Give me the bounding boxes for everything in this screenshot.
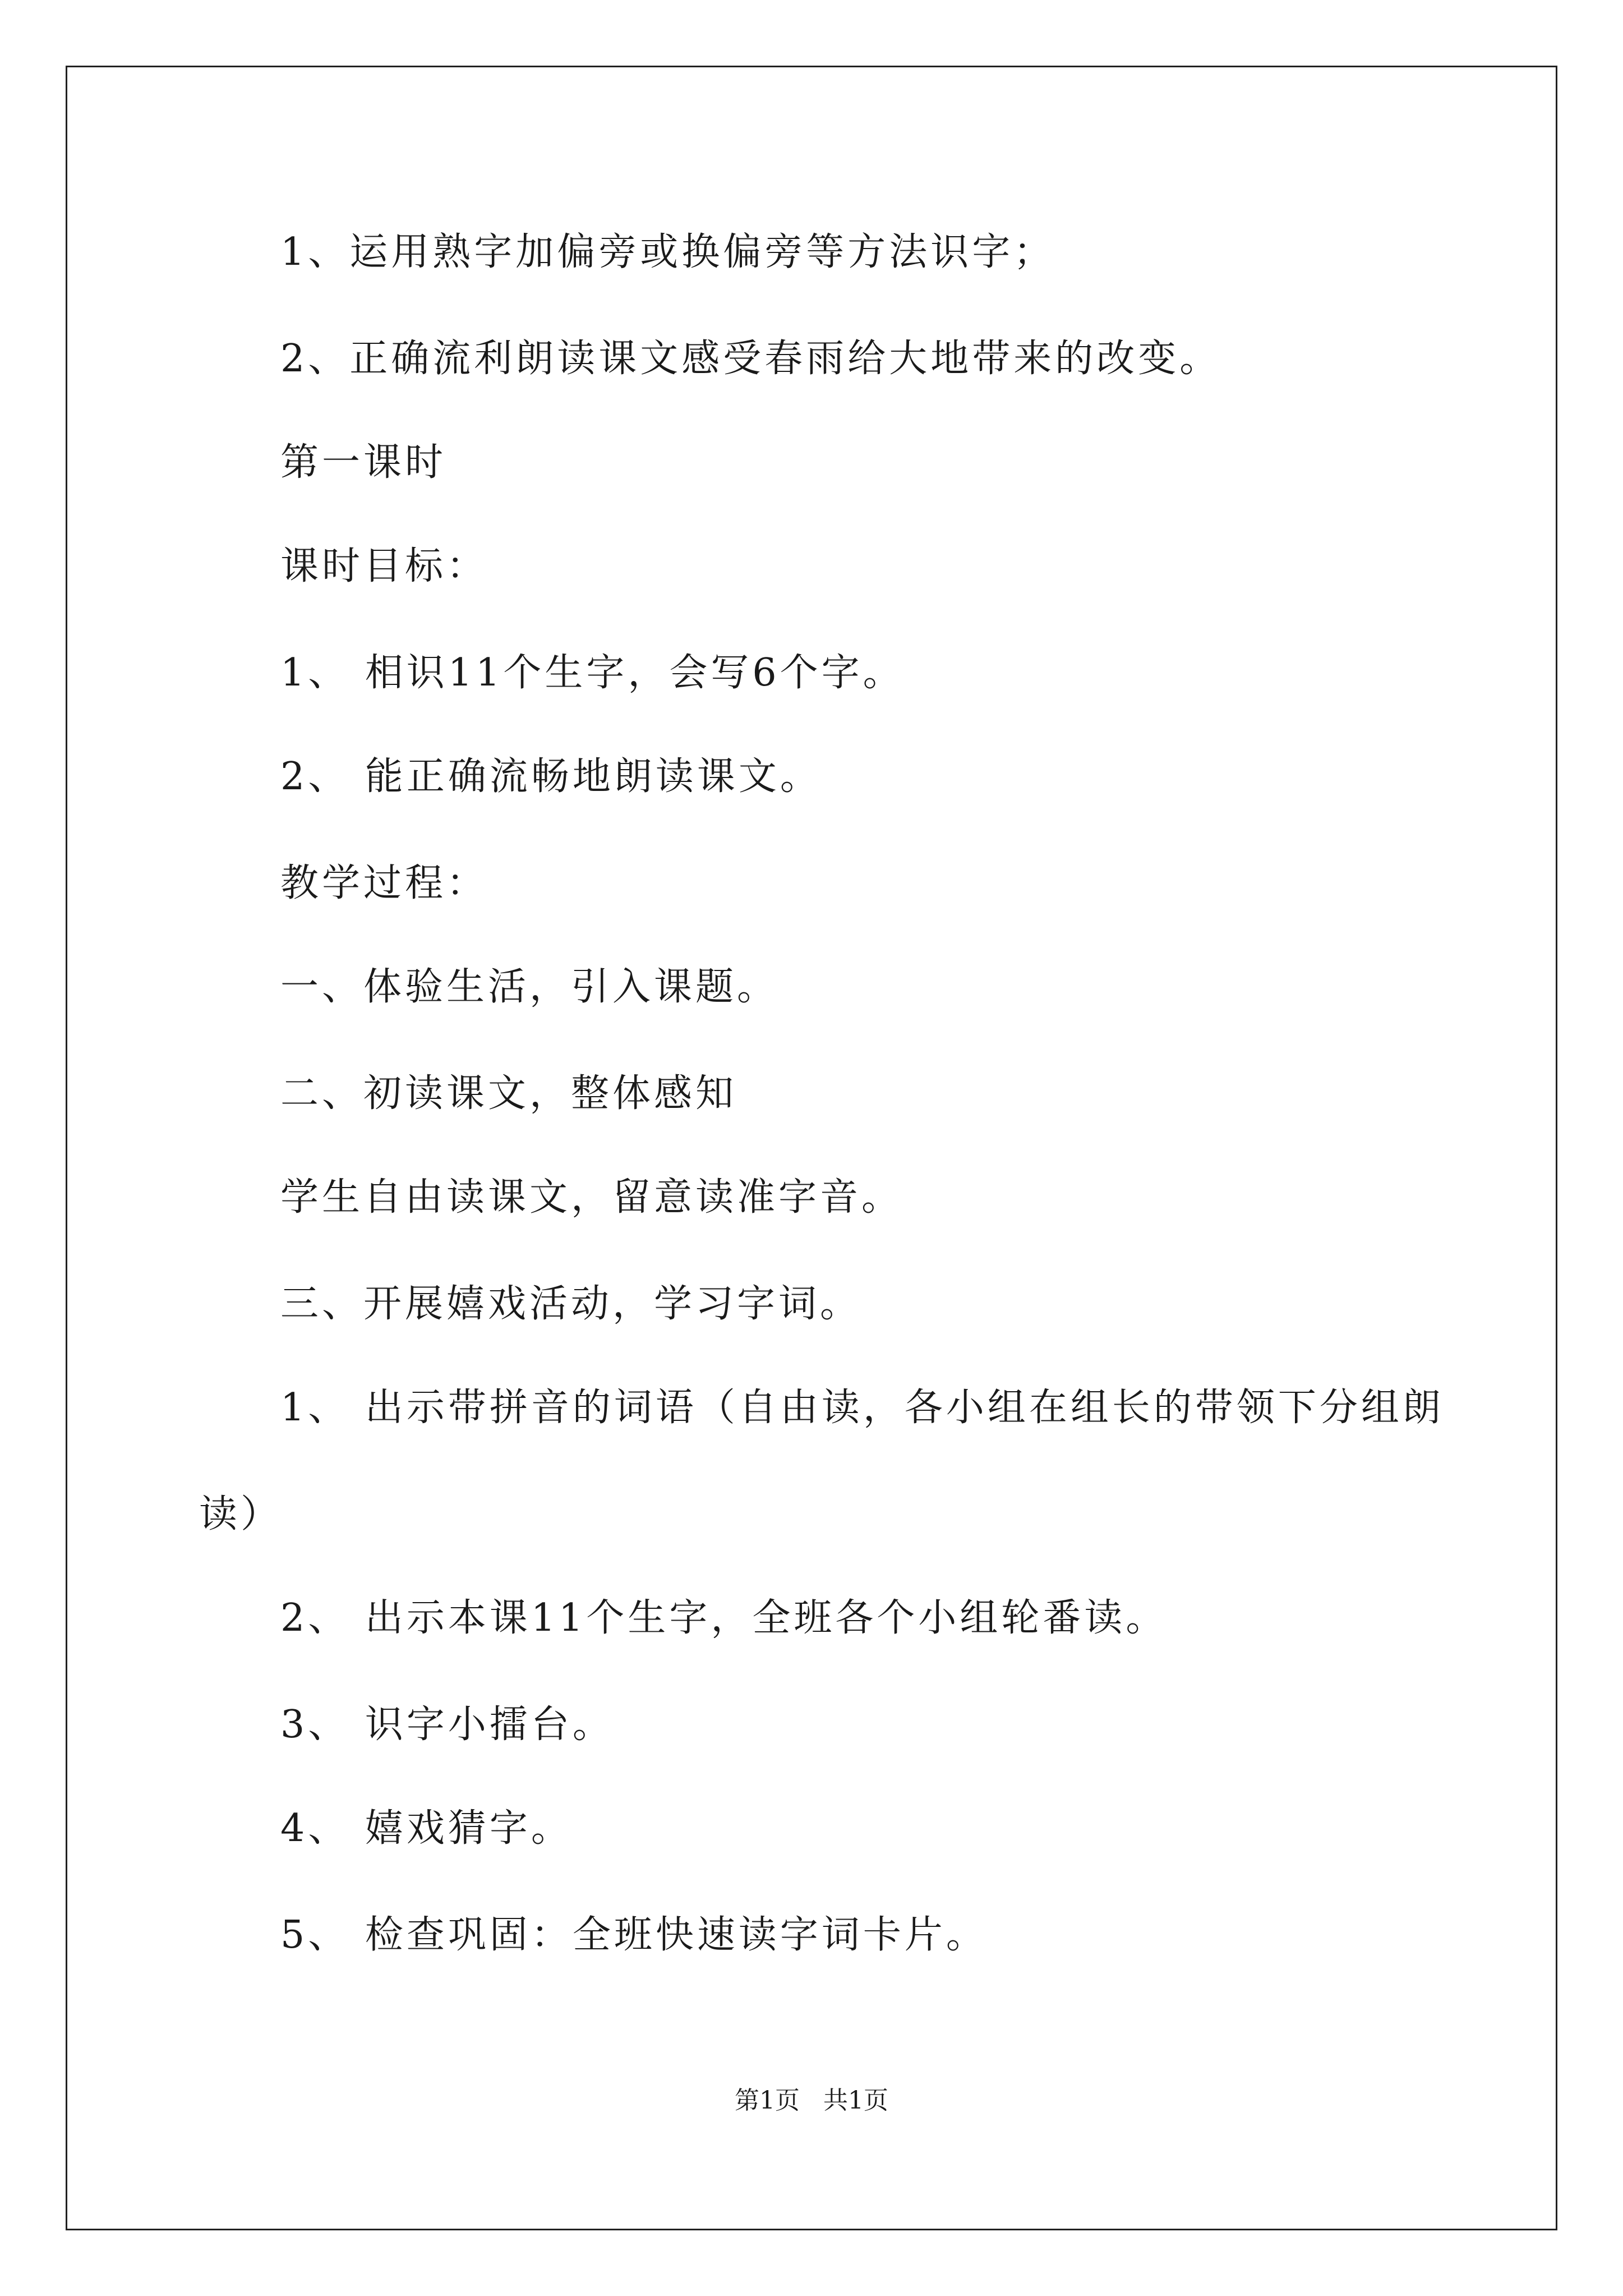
paragraph-line-15: 3、 识字小擂台。: [280, 1703, 614, 1747]
paragraph-line-11: 三、开展嬉戏活动，学习字词。: [280, 1282, 862, 1326]
paragraph-line-4: 课时目标：: [280, 544, 488, 588]
paragraph-line-10: 学生自由读课文，留意读准字音。: [280, 1175, 903, 1220]
paragraph-line-12: 1、 出示带拼音的词语（自由读，各小组在组长的带领下分组朗: [280, 1386, 1444, 1430]
paragraph-line-6: 2、 能正确流畅地朗读课文。: [280, 754, 822, 799]
page-border: [66, 66, 1557, 2230]
paragraph-line-17: 5、 检查巩固：全班快速读字词卡片。: [280, 1913, 988, 1957]
paragraph-line-7: 教学过程：: [280, 861, 488, 905]
paragraph-line-16: 4、 嬉戏猜字。: [280, 1806, 573, 1851]
page-footer: 第1页 共1页: [735, 2086, 888, 2115]
paragraph-line-3: 第一课时: [280, 440, 447, 485]
paragraph-line-5: 1、 相识11个生字，会写6个字。: [280, 651, 905, 695]
paragraph-line-14: 2、 出示本课11个生字，全班各个小组轮番读。: [280, 1596, 1168, 1640]
paragraph-line-2: 2、正确流利朗读课文感受春雨给大地带来的改变。: [280, 337, 1221, 381]
paragraph-line-8: 一、体验生活，引入课题。: [280, 965, 779, 1009]
paragraph-line-1: 1、运用熟字加偏旁或换偏旁等方法识字；: [280, 230, 1055, 274]
paragraph-line-13: 读）: [199, 1492, 283, 1536]
paragraph-line-9: 二、初读课文，整体感知: [280, 1071, 737, 1116]
